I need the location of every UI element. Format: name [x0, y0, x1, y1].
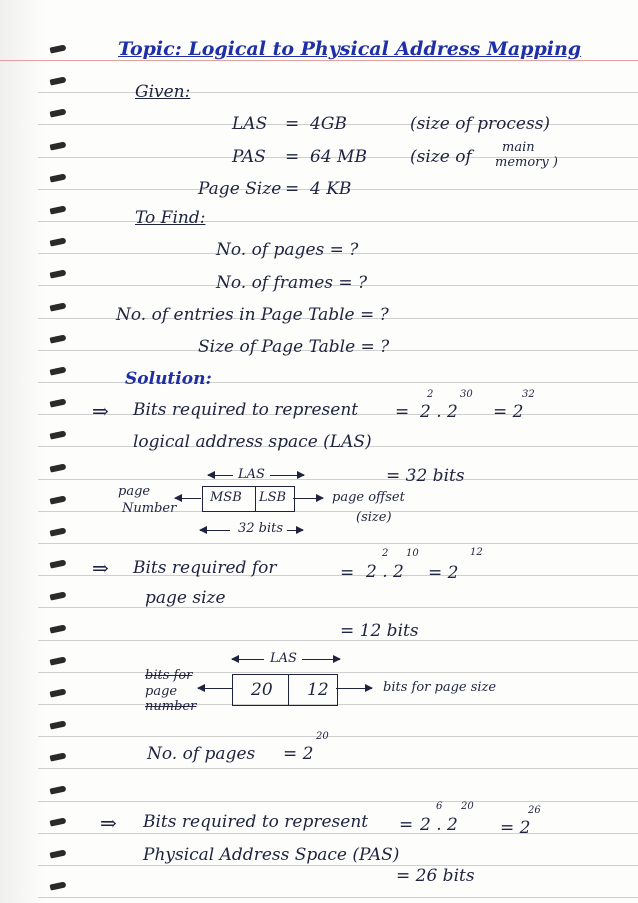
spiral-ring — [50, 752, 67, 761]
rule-line — [38, 221, 638, 222]
step2-exp2: 12 — [470, 547, 483, 558]
to-find-heading: To Find: — [135, 208, 206, 228]
pages-exp: 20 — [316, 731, 329, 742]
step1-line1: Bits required to represent — [133, 400, 359, 420]
step3-base: 2 . 2 — [420, 815, 458, 835]
spiral-ring — [50, 334, 67, 343]
find-table-size: Size of Page Table = ? — [198, 337, 390, 357]
las-eq: = — [285, 114, 300, 134]
step1-eq1: = — [395, 402, 410, 422]
step3-eq2: = 2 — [500, 818, 531, 838]
las2-right-arrow — [302, 659, 340, 660]
spiral-ring — [50, 269, 67, 278]
pages-text: No. of pages — [147, 744, 256, 764]
diagram2-cell2: 12 — [307, 680, 329, 700]
step2-arrow: ⇒ — [92, 556, 109, 580]
spiral-ring — [50, 656, 67, 665]
diagram2-right-label: bits for page size — [383, 680, 497, 695]
las-note: (size of process) — [410, 114, 551, 134]
spiral-ring — [50, 591, 67, 600]
spiral-ring — [50, 76, 67, 85]
bits-right-arrow — [287, 530, 303, 531]
pages-eq: = 2 — [283, 744, 314, 764]
diagram2-page: page — [145, 684, 178, 699]
step1-arrow: ⇒ — [92, 399, 109, 423]
las-right-arrow — [270, 475, 304, 476]
rule-line — [38, 768, 638, 769]
find-entries: No. of entries in Page Table = ? — [116, 305, 389, 325]
msb-label: MSB — [210, 490, 242, 505]
spiral-ring — [50, 688, 67, 697]
diagram1-number: Number — [122, 501, 177, 516]
page-number-arrow-2 — [198, 688, 232, 689]
bits-left-arrow — [200, 530, 230, 531]
spiral-ring — [50, 624, 67, 633]
spiral-ring — [50, 108, 67, 117]
page-size-eq: = — [285, 179, 300, 199]
rule-line — [38, 607, 638, 608]
step2-exp-b: 10 — [406, 548, 419, 559]
diagram1-page: page — [118, 484, 151, 499]
spiral-ring — [50, 430, 67, 439]
page-size-arrow — [336, 688, 372, 689]
find-pages: No. of pages = ? — [216, 240, 359, 260]
step3-eq1: = — [399, 815, 414, 835]
step1-exp-b: 30 — [460, 389, 473, 400]
step1-base: 2 . 2 — [420, 402, 458, 422]
rule-line — [38, 479, 638, 480]
rule-line — [38, 801, 638, 802]
step2-eq1: = — [340, 563, 355, 583]
step1-result: = 32 bits — [386, 466, 465, 486]
rule-line — [38, 704, 638, 705]
step3-exp-b: 20 — [461, 801, 474, 812]
spiral-ring — [50, 205, 67, 214]
pas-label: PAS — [232, 147, 266, 167]
rule-line — [38, 575, 638, 576]
pas-note: (size of — [410, 147, 472, 167]
pas-note-main: main — [502, 140, 535, 155]
spiral-ring — [50, 527, 67, 536]
given-heading: Given: — [135, 82, 191, 102]
rule-line — [38, 543, 638, 544]
page-size-value: 4 KB — [310, 179, 352, 199]
spiral-ring — [50, 720, 67, 729]
step3-line2: Physical Address Space (PAS) — [143, 845, 400, 865]
spiral-ring — [50, 463, 67, 472]
step2-line2: page size — [145, 588, 226, 608]
rule-line — [38, 672, 638, 673]
step2-exp-a: 2 — [382, 548, 389, 559]
page-number-arrow — [175, 498, 201, 499]
diagram1-bits: 32 bits — [238, 521, 284, 536]
las-label: LAS — [232, 114, 268, 134]
step2-line1: Bits required for — [133, 558, 277, 578]
rule-line — [38, 92, 638, 93]
rule-line — [38, 736, 638, 737]
spiral-ring — [50, 785, 67, 794]
step2-result: = 12 bits — [340, 621, 419, 641]
spiral-ring — [50, 44, 67, 53]
rule-line — [38, 640, 638, 641]
spiral-ring — [50, 881, 67, 890]
step1-eq2: = 2 — [493, 402, 524, 422]
las-value: 4GB — [310, 114, 347, 134]
step1-exp-a: 2 — [427, 389, 434, 400]
step1-line2: logical address space (LAS) — [133, 432, 372, 452]
spiral-ring — [50, 366, 67, 375]
spiral-ring — [50, 302, 67, 311]
step2-base: 2 . 2 — [366, 562, 404, 582]
step3-exp2: 26 — [528, 805, 541, 816]
solution-heading: Solution: — [125, 369, 212, 389]
pas-value: 64 MB — [310, 147, 367, 167]
page-offset-arrow — [293, 498, 323, 499]
diagram2-bits-for: bits for — [145, 668, 193, 683]
step3-result: = 26 bits — [396, 866, 475, 886]
spiral-ring — [50, 237, 67, 246]
spiral-ring — [50, 817, 67, 826]
step1-exp2: 32 — [522, 389, 535, 400]
page-title: Topic: Logical to Physical Address Mapping — [118, 38, 582, 60]
rule-line — [38, 897, 638, 898]
rule-line — [38, 865, 638, 866]
page-size-label: Page Size — [198, 179, 282, 199]
diagram1-las: LAS — [238, 467, 265, 482]
diagram2-number: number — [145, 699, 197, 714]
diagram1-size: (size) — [356, 510, 392, 525]
pas-note-memory: memory ) — [495, 155, 558, 170]
spiral-ring — [50, 398, 67, 407]
spiral-ring — [50, 559, 67, 568]
lsb-label: LSB — [259, 490, 287, 505]
spiral-ring — [50, 849, 67, 858]
spiral-ring — [50, 141, 67, 150]
margin-red-line — [0, 60, 638, 61]
spiral-ring — [50, 495, 67, 504]
las2-left-arrow — [232, 659, 264, 660]
las-left-arrow — [208, 475, 233, 476]
step3-exp-a: 6 — [436, 801, 443, 812]
step3-arrow: ⇒ — [100, 811, 117, 835]
rule-line — [38, 833, 638, 834]
step3-line1: Bits required to represent — [143, 812, 369, 832]
diagram2-las: LAS — [270, 651, 297, 666]
diagram1-offset: page offset — [332, 490, 405, 505]
spiral-ring — [50, 173, 67, 182]
step2-eq2: = 2 — [428, 563, 459, 583]
pas-eq: = — [285, 147, 300, 167]
diagram2-cell1: 20 — [251, 680, 273, 700]
find-frames: No. of frames = ? — [216, 273, 368, 293]
